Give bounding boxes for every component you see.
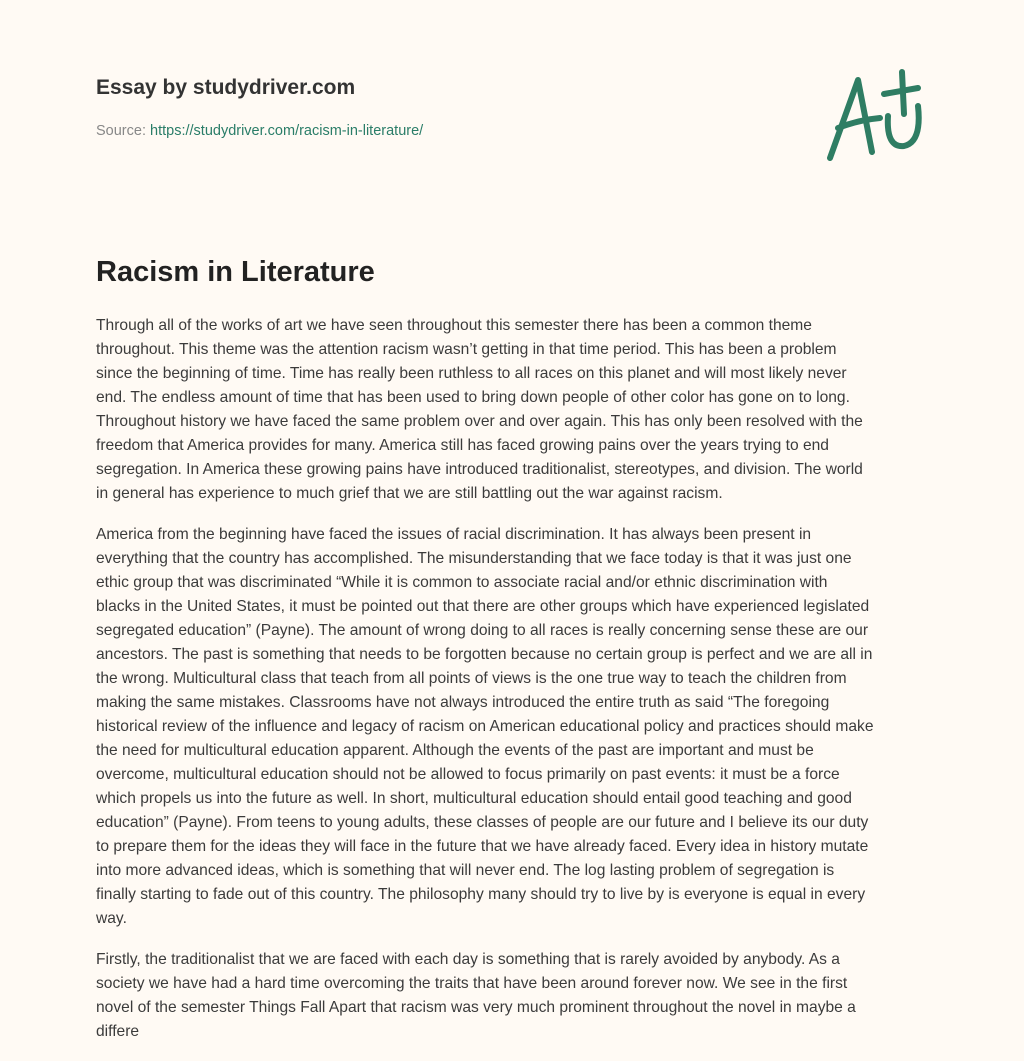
paragraph-line: way. <box>96 910 127 927</box>
paragraph-line: the need for multicultural education apparent. Although the events of the past are important and must be <box>96 742 814 759</box>
paragraph-line: America from the beginning have faced the issues of racial discrimination. It has always been present in <box>96 526 812 543</box>
paragraph-line: historical review of the influence and legacy of racism on American educational policy and practices should make <box>96 718 874 735</box>
paragraph-line: segregated education” (Payne). The amount of wrong doing to all races is really concerning sense these are our <box>96 622 869 639</box>
paragraph-line: to prepare them for the ideas they will face in the future that we have already faced. Every idea in history mutate <box>96 838 869 855</box>
paragraph-line: overcome, multicultural education should not be allowed to focus primarily on past events: it must be a force <box>96 766 840 783</box>
paragraph-line: ancestors. The past is something that needs to be forgotten because no certain group is perfect and we are all in <box>96 646 873 663</box>
source-label: Source: <box>96 123 146 139</box>
paragraph-line: blacks in the United States, it must be pointed out that there are other groups which have experienced legislated <box>96 598 870 615</box>
source-line <box>96 123 423 139</box>
essay-paragraph <box>96 523 946 931</box>
paragraph-line: since the beginning of time. Time has really been ruthless to all races on this planet and will most likely never <box>96 365 847 382</box>
paragraph-line: end. The endless amount of time that has been used to bring down people of other color has gone on to long. <box>96 389 850 406</box>
paragraph-line: segregation. In America these growing pains have introduced traditionalist, stereotypes, and division. The world <box>96 461 863 478</box>
paragraph-line: novel of the semester Things Fall Apart that racism was very much prominent throughout the novel in maybe a <box>96 999 856 1016</box>
source-link[interactable]: https://studydriver.com/racism-in-literature/ <box>150 123 424 139</box>
paragraph-line: society we have had a hard time overcoming the traits that have been around forever now. We see in the first <box>96 975 848 992</box>
paragraph-line: differe <box>96 1023 140 1040</box>
essay-paragraph <box>96 948 946 1044</box>
paragraph-line: which propels us into the future as well. In short, multicultural education should entail good teaching and good <box>96 790 852 807</box>
a-plus-logo-icon <box>818 66 928 166</box>
paragraph-line: making the same mistakes. Classrooms have not always introduced the entire truth as said “The foregoing <box>96 694 830 711</box>
paragraph-line: Throughout history we have faced the same problem over and over again. This has only been resolved with the <box>96 413 863 430</box>
essay-body <box>96 314 946 1061</box>
paragraph-line: the wrong. Multicultural class that teach from all points of views is the one true way to teach the children from <box>96 670 847 687</box>
essay-paragraph <box>96 314 946 506</box>
paragraph-line: Firstly, the traditionalist that we are faced with each day is something that is rarely avoided by anybody. As a <box>96 951 840 968</box>
site-title: Essay by studydriver.com <box>96 76 356 99</box>
paragraph-line: into more advanced ideas, which is something that will never end. The log lasting problem of segregation is <box>96 862 835 879</box>
paragraph-line: finally starting to fade out of this country. The philosophy many should try to live by is everyone is equal in every <box>96 886 866 903</box>
essay-title: Racism in Literature <box>96 256 375 288</box>
paragraph-line: education” (Payne). From teens to young adults, these classes of people are our future and I believe its our duty <box>96 814 869 831</box>
paragraph-line: Through all of the works of art we have seen throughout this semester there has been a common theme <box>96 317 812 334</box>
paragraph-line: throughout. This theme was the attention racism wasn’t getting in that time period. This has been a problem <box>96 341 837 358</box>
paragraph-line: ethic group that was discriminated “While it is common to associate racial and/or ethnic discrimination with <box>96 574 828 591</box>
paragraph-line: everything that the country has accomplished. The misunderstanding that we face today is that it was just one <box>96 550 852 567</box>
paragraph-line: freedom that America provides for many. America still has faced growing pains over the years trying to end <box>96 437 829 454</box>
paragraph-line: in general has experience to much grief that we are still battling out the war against racism. <box>96 485 723 502</box>
